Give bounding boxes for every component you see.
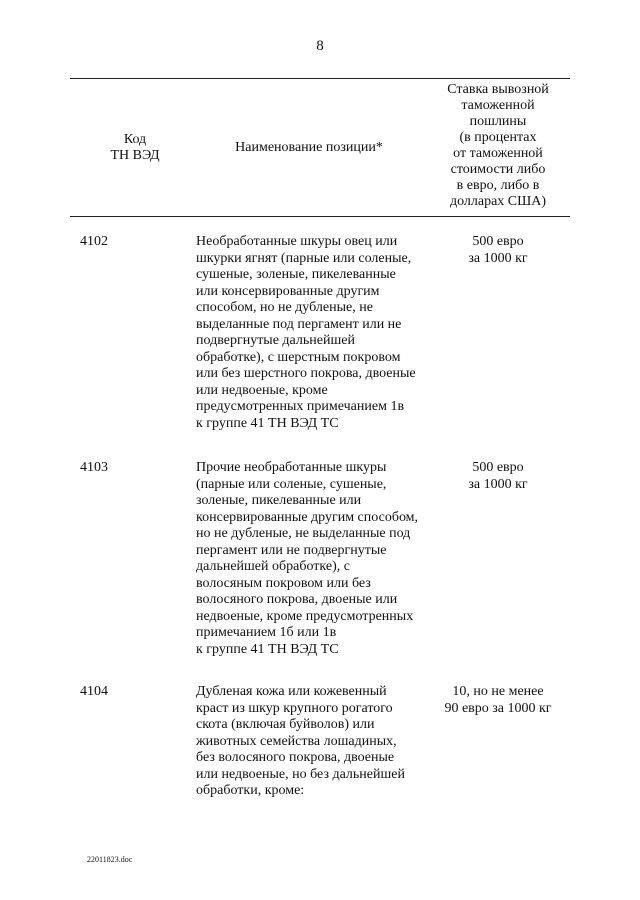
row-rate (428, 460, 568, 493)
rate-line: 500 евро (472, 460, 524, 475)
desc-line: без волосяного покрова, двоеные (196, 750, 395, 765)
header-rate-line: Ставка вывозной (447, 82, 549, 97)
row-code: 4104 (80, 684, 108, 699)
desc-line: сушеные, золеные, пикелеванные (196, 267, 396, 282)
header-rate-line: от таможенной (453, 146, 543, 161)
header-rate (428, 82, 568, 210)
desc-line: выделанные под пергамент или не (196, 316, 402, 332)
desc-line: недвоеные, кроме предусмотренных (196, 608, 414, 624)
header-rate-line: в евро, либо в (456, 178, 540, 193)
desc-line: краст из шкур крупного рогатого (196, 700, 393, 716)
table-top-rule (70, 78, 570, 79)
header-name: Наименование позиции* (235, 140, 383, 155)
desc-line: пергамент или не подвергнутые (196, 542, 387, 558)
rate-line: за 1000 кг (468, 250, 528, 266)
header-code (80, 132, 190, 164)
document-footer: 22011823.doc (87, 855, 133, 864)
header-code-line: Код (123, 132, 147, 147)
desc-line: предусмотренных примечанием 1в (196, 399, 405, 414)
header-rate-line: долларах США) (449, 194, 547, 209)
desc-line: скота (включая буйволов) или (196, 717, 375, 732)
header-bottom-rule (70, 216, 570, 217)
desc-line: подвергнутые дальнейшей (196, 333, 355, 348)
desc-line: волосяным покровом или без (196, 575, 371, 591)
desc-line: но не дубленые, не выделанные под (196, 526, 411, 541)
header-rate-line: (в процентах (459, 130, 537, 145)
desc-line: или консервированные другим (196, 283, 380, 299)
desc-line: или без шерстного покрова, двоеные (196, 366, 416, 381)
desc-line: животных семейства лошадиных, (196, 733, 397, 749)
desc-line: к группе 41 ТН ВЭД ТС (196, 415, 339, 431)
desc-line: или недвоеные, кроме (196, 382, 328, 398)
rate-line: 90 евро за 1000 кг (444, 700, 552, 716)
desc-line: консервированные другим способом, (196, 509, 419, 525)
header-code-line: ТН ВЭД (110, 148, 160, 163)
row-code: 4103 (80, 460, 108, 475)
header-rate-line: пошлины (469, 114, 527, 129)
desc-line: обработке), с шерстным покровом (196, 349, 401, 365)
desc-line: (парные или соленые, сушеные, (196, 476, 387, 492)
desc-line: или недвоеные, но без дальнейшей (196, 766, 405, 782)
row-rate (428, 684, 568, 717)
desc-line: золеные, пикелеванные или (196, 493, 362, 508)
desc-line: примечанием 1б или 1в (196, 625, 337, 640)
desc-line: Дубленая кожа или кожевенный (196, 684, 387, 699)
rate-line: 10, но не менее (452, 684, 544, 699)
desc-line: способом, но не дубленые, не (196, 300, 373, 315)
header-rate-line: таможенной (461, 98, 535, 113)
desc-line: шкурки ягнят (парные или соленые, (196, 250, 412, 266)
desc-line: Прочие необработанные шкуры (196, 460, 387, 475)
desc-line: обработки, кроме: (196, 783, 305, 798)
rate-line: 500 евро (472, 234, 524, 249)
row-description (196, 460, 436, 658)
desc-line: волосяного покрова, двоеные или (196, 592, 398, 607)
header-rate-line: стоимости либо (450, 162, 546, 177)
desc-line: дальнейшей обработке), с (196, 559, 350, 574)
row-code: 4102 (80, 234, 108, 249)
row-rate (428, 234, 568, 267)
desc-line: Необработанные шкуры овец или (196, 234, 398, 249)
desc-line: к группе 41 ТН ВЭД ТС (196, 641, 339, 657)
rate-line: за 1000 кг (468, 476, 528, 492)
page-number: 8 (316, 38, 324, 54)
row-description (196, 684, 436, 800)
row-description (196, 234, 436, 432)
